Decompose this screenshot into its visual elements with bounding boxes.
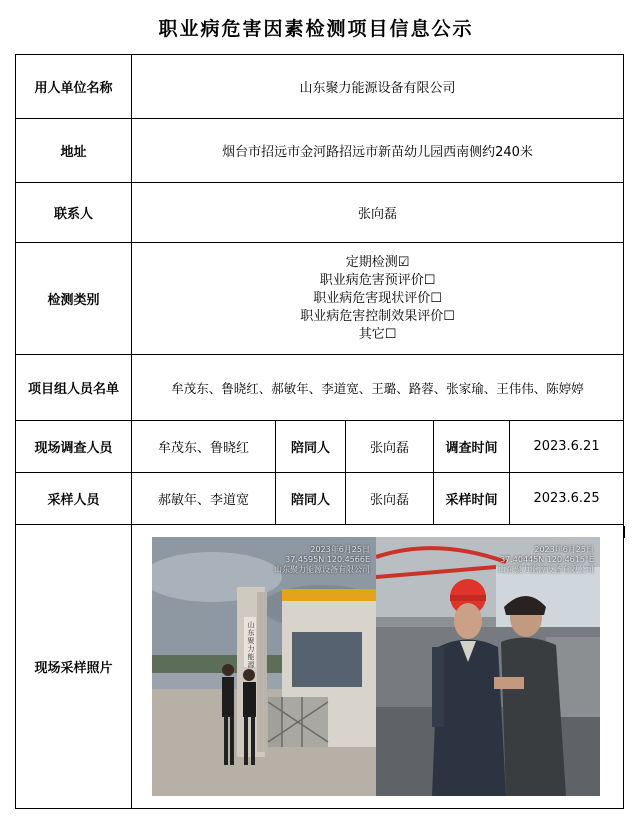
photo-watermark: 2023年6月25日 37.40445N 120.4615°E 山东聚力能源设备有限公司 <box>498 545 594 574</box>
address-label: 地址 <box>16 119 132 183</box>
test-type-option: 职业病危害控制效果评价☐ <box>300 308 455 324</box>
sampling-value: 郝敏年、李道宽 <box>132 473 276 525</box>
photo-watermark: 2023年6月25日 37.4595N 120.4566E 山东聚力能源设备有限公司 <box>274 545 370 574</box>
team-label: 项目组人员名单 <box>16 355 132 421</box>
row-survey <box>16 421 624 473</box>
employer-label: 用人单位名称 <box>16 55 132 119</box>
row-photos <box>16 525 624 809</box>
site-photo-gate <box>152 537 376 796</box>
survey-time-label: 调查时间 <box>434 421 510 473</box>
row-employer <box>16 55 624 119</box>
photos-label: 现场采样照片 <box>16 525 132 809</box>
sampling-escort: 张向磊 <box>346 473 434 525</box>
test-type-option: 定期检测☑ <box>345 254 410 270</box>
sampling-label: 采样人员 <box>16 473 132 525</box>
page-title: 职业病危害因素检测项目信息公示 <box>158 18 474 40</box>
text-cursor <box>624 526 625 538</box>
employer-value: 山东聚力能源设备有限公司 <box>132 55 624 119</box>
row-team <box>16 355 624 421</box>
test-type-label: 检测类别 <box>16 243 132 355</box>
contact-label: 联系人 <box>16 183 132 243</box>
row-address <box>16 119 624 183</box>
test-type-option: 职业病危害预评价☐ <box>319 272 436 288</box>
survey-escort: 张向磊 <box>346 421 434 473</box>
gate-sign: 山东聚力能源 <box>247 621 255 669</box>
survey-value: 牟茂东、鲁晓红 <box>132 421 276 473</box>
test-type-option: 其它☐ <box>358 326 397 342</box>
row-sampling <box>16 473 624 525</box>
survey-label: 现场调查人员 <box>16 421 132 473</box>
site-photo-workshop <box>376 537 600 796</box>
survey-time: 2023.6.21 <box>510 421 624 473</box>
row-test-type <box>16 243 624 355</box>
sampling-time-label: 采样时间 <box>434 473 510 525</box>
test-type-option: 职业病危害现状评价☐ <box>313 290 442 306</box>
survey-escort-label: 陪同人 <box>276 421 346 473</box>
photos-cell <box>132 525 624 809</box>
test-type-options <box>132 243 624 355</box>
address-value: 烟台市招远市金河路招远市新苗幼儿园西南侧约240米 <box>132 119 624 183</box>
sampling-time: 2023.6.25 <box>510 473 624 525</box>
sampling-escort-label: 陪同人 <box>276 473 346 525</box>
row-contact <box>16 183 624 243</box>
contact-value: 张向磊 <box>132 183 624 243</box>
info-table <box>15 54 624 809</box>
team-value: 牟茂东、鲁晓红、郝敏年、李道宽、王璐、路蓉、张家瑜、王伟伟、陈婷婷 <box>132 355 624 421</box>
